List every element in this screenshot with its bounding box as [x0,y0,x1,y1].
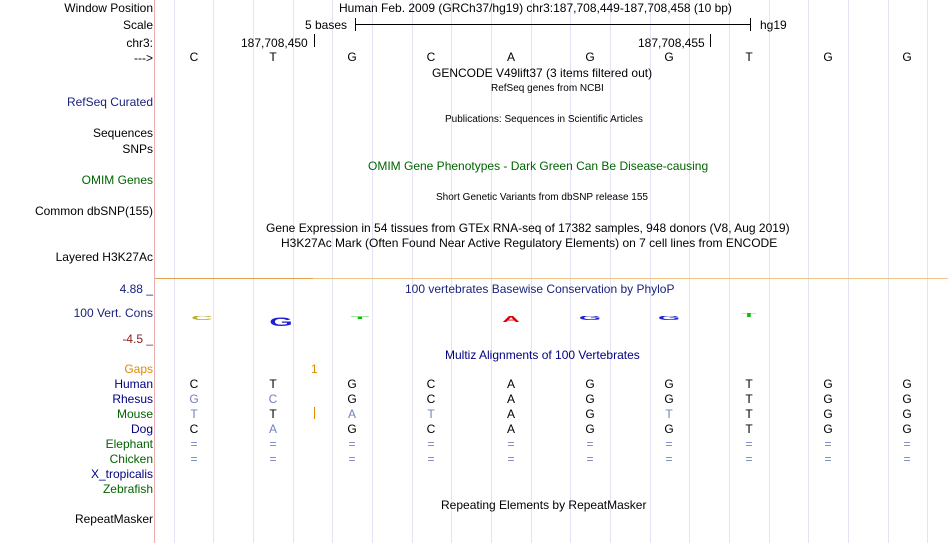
alignment-base: A [347,407,356,421]
multiz-title: Multiz Alignments of 100 Vertebrates [445,348,640,362]
alignment-base: G [585,422,595,436]
mouse-gap-mark [314,407,315,419]
alignment-base: T [269,407,277,421]
scale-bar-right [750,18,751,31]
alignment-base: G [189,392,199,406]
grid-line [253,0,254,543]
pos-a: 187,708,450 [241,36,308,50]
omim-title: OMIM Gene Phenotypes - Dark Green Can Be Disease-causing [368,159,709,173]
grid-line [610,0,611,543]
pos-b: 187,708,455 [638,36,705,50]
cons-label[interactable]: 100 Vert. Cons [73,306,153,320]
alignment-base: = [824,452,832,466]
alignment-base: = [348,437,356,451]
cons-max: 4.88 _ [119,282,153,296]
species-label-human[interactable]: Human [114,377,153,391]
alignment-base: = [427,452,435,466]
alignment-base: T [745,422,753,436]
reference-base: G [823,50,833,64]
cons-title: 100 vertebrates Basewise Conservation by PhyloP [405,282,675,296]
scale-text: 5 bases [305,18,348,32]
alignment-base: = [348,452,356,466]
alignment-base: G [823,422,833,436]
alignment-base: G [664,392,674,406]
h3k27-signal-strong [155,278,313,279]
h3k27-label[interactable]: Layered H3K27Ac [55,250,153,264]
refseq-subtitle: RefSeq genes from NCBI [491,83,604,94]
alignment-base: C [426,377,436,391]
grid-line [808,0,809,543]
conservation-logo-base: G [269,315,293,329]
species-label-zebrafish[interactable]: Zebrafish [102,482,153,496]
sequences-label[interactable]: Sequences [92,126,153,140]
species-label-x_tropicalis[interactable]: X_tropicalis [90,467,153,481]
alignment-base: G [823,392,833,406]
gencode-title[interactable]: GENCODE V49lift37 (3 items filtered out) [432,66,653,80]
alignment-base: = [745,452,753,466]
grid-line [412,0,413,543]
species-label-mouse[interactable]: Mouse [116,407,153,421]
window-position-text[interactable]: Human Feb. 2009 (GRCh37/hg19) chr3:187,708,449-187,708,458 (10 bp) [339,1,732,15]
alignment-base: T [745,407,753,421]
conservation-logo-base: G [578,316,602,322]
reference-base: A [506,50,515,64]
grid-line [769,0,770,543]
grid-line [689,0,690,543]
reference-base: G [902,50,912,64]
reference-base: C [426,50,436,64]
alignment-base: = [824,437,832,451]
alignment-base: A [506,392,515,406]
alignment-base: G [902,422,912,436]
dbsnp-text: Short Genetic Variants from dbSNP release 155 [436,192,648,203]
alignment-base: G [347,377,357,391]
conservation-logo-base: C [191,316,213,322]
grid-line [332,0,333,543]
alignment-base: G [902,377,912,391]
grid-line [213,0,214,543]
publications-text: Publications: Sequences in Scientific Articles [445,114,643,125]
alignment-base: T [745,377,753,391]
scale-bar [355,24,751,25]
grid-line [451,0,452,543]
alignment-base: T [665,407,673,421]
alignment-base: = [665,452,673,466]
species-label-chicken[interactable]: Chicken [109,452,153,466]
grid-line [293,0,294,543]
grid-line [848,0,849,543]
alignment-base: G [347,392,357,406]
pos-b-tick [710,34,711,47]
alignment-base: G [664,377,674,391]
alignment-base: = [586,437,594,451]
alignment-base: = [269,437,277,451]
repeat-label[interactable]: RepeatMasker [74,512,153,526]
reference-base: G [664,50,674,64]
reference-base: G [585,50,595,64]
alignment-base: G [585,407,595,421]
refseq-label[interactable]: RefSeq Curated [66,95,153,109]
alignment-base: = [507,452,515,466]
alignment-base: = [507,437,515,451]
alignment-base: = [665,437,673,451]
alignment-base: G [902,407,912,421]
alignment-base: = [903,452,911,466]
alignment-base: G [823,407,833,421]
grid-line [729,0,730,543]
alignment-base: = [190,437,198,451]
strand-label: ---> [134,51,153,65]
conservation-logo-base: T [741,313,757,319]
reference-base: G [347,50,357,64]
species-label-rhesus[interactable]: Rhesus [112,392,153,406]
alignment-base: G [585,392,595,406]
alignment-base: = [190,452,198,466]
alignment-base: A [506,407,515,421]
alignment-base: = [586,452,594,466]
h3k27-text: H3K27Ac Mark (Often Found Near Active Regulatory Elements) on 7 cell lines from ENCODE [281,236,778,250]
alignment-base: T [190,407,198,421]
alignment-base: G [585,377,595,391]
snps-label[interactable]: SNPs [122,142,153,156]
alignment-base: A [506,422,515,436]
alignment-base: A [268,422,277,436]
alignment-base: T [745,392,753,406]
dbsnp-label[interactable]: Common dbSNP(155) [34,204,153,218]
gtex-text: Gene Expression in 54 tissues from GTEx RNA-seq of 17382 samples, 948 donors (V8, Aug 2019) [266,221,790,235]
gaps-label[interactable]: Gaps [124,362,153,376]
conservation-logo-base: T [350,315,370,320]
conservation-logo-base: G [657,316,681,322]
conservation-logo-base: A [502,315,520,324]
alignment-base: T [427,407,435,421]
grid-line [927,0,928,543]
alignment-base: G [664,422,674,436]
alignment-base: C [426,422,436,436]
alignment-base: = [745,437,753,451]
label-border [154,0,155,543]
grid-line [650,0,651,543]
alignment-base: C [426,392,436,406]
alignment-base: C [189,377,199,391]
alignment-base: G [347,422,357,436]
grid-line [372,0,373,543]
scale-label: Scale [122,18,153,32]
alignment-base: G [823,377,833,391]
repeat-text: Repeating Elements by RepeatMasker [441,498,647,512]
reference-base: C [189,50,199,64]
alignment-base: A [506,377,515,391]
alignment-base: = [427,437,435,451]
alignment-base: C [189,422,199,436]
scale-db: hg19 [760,18,787,32]
reference-base: T [745,50,753,64]
species-label-dog[interactable]: Dog [130,422,153,436]
alignment-base: = [269,452,277,466]
omim-label[interactable]: OMIM Genes [81,173,153,187]
reference-base: T [269,50,277,64]
cons-min: -4.5 _ [122,332,153,346]
grid-line [174,0,175,543]
alignment-base: G [902,392,912,406]
chr-label: chr3: [126,36,153,50]
gaps-value: 1 [311,362,318,376]
window-position-label: Window Position [64,1,153,15]
grid-line [888,0,889,543]
alignment-base: T [269,377,277,391]
alignment-base: C [268,392,278,406]
species-label-elephant[interactable]: Elephant [105,437,153,451]
pos-a-tick [314,34,315,47]
alignment-base: = [903,437,911,451]
